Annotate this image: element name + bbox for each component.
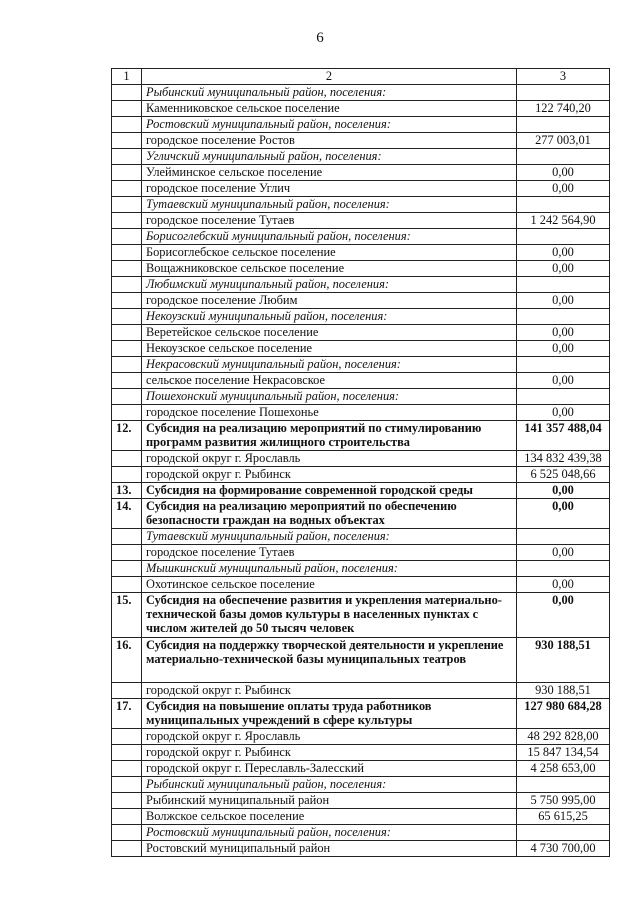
row-number [112,777,142,793]
row-number: 16. [112,638,142,683]
row-amount: 48 292 828,00 [517,729,610,745]
row-name: городское поселение Тутаев [142,545,517,561]
table-row [112,729,610,745]
row-number [112,149,142,165]
row-amount [517,529,610,545]
row-name: городское поселение Углич [142,181,517,197]
row-amount: 141 357 488,04 [517,421,610,451]
row-number [112,577,142,593]
row-name: Мышкинский муниципальный район, поселения: [142,561,517,577]
district-row [112,149,610,165]
row-amount: 0,00 [517,499,610,529]
row-amount [517,229,610,245]
row-name: Субсидия на обеспечение развития и укрепления материально-технической базы домов культуры в населенных пунктах с числом жителей до 50 тысяч человек [142,593,517,638]
row-number [112,245,142,261]
row-name: Субсидия на реализацию мероприятий по стимулированию программ развития жилищного строительства [142,421,517,451]
row-amount: 122 740,20 [517,101,610,117]
row-amount [517,389,610,405]
table-row [112,451,610,467]
row-amount [517,357,610,373]
table-header-row [112,69,610,85]
row-amount: 0,00 [517,261,610,277]
row-amount: 0,00 [517,483,610,499]
district-row [112,777,610,793]
row-number: 17. [112,699,142,729]
row-name: Некоузское сельское поселение [142,341,517,357]
row-number [112,451,142,467]
row-amount: 65 615,25 [517,809,610,825]
row-name: городской округ г. Рыбинск [142,745,517,761]
subsidy-row [112,699,610,729]
subsidy-row [112,638,610,683]
table-row [112,245,610,261]
row-name: Угличский муниципальный район, поселения: [142,149,517,165]
row-amount: 4 730 700,00 [517,841,610,857]
row-number [112,761,142,777]
row-name: городской округ г. Рыбинск [142,467,517,483]
row-name: Рыбинский муниципальный район, поселения: [142,777,517,793]
row-number [112,181,142,197]
row-name: городское поселение Тутаев [142,213,517,229]
table-row [112,341,610,357]
row-number [112,389,142,405]
row-number [112,197,142,213]
row-name: городское поселение Ростов [142,133,517,149]
district-row [112,357,610,373]
district-row [112,309,610,325]
row-number [112,683,142,699]
row-amount: 0,00 [517,405,610,421]
table-row [112,545,610,561]
row-number [112,309,142,325]
row-name: Веретейское сельское поселение [142,325,517,341]
row-amount: 0,00 [517,245,610,261]
district-row [112,117,610,133]
district-row [112,825,610,841]
row-amount: 0,00 [517,577,610,593]
row-number [112,729,142,745]
header-col-2: 2 [142,69,517,85]
row-number [112,793,142,809]
row-name: Рыбинский муниципальный район [142,793,517,809]
row-name: Улейминское сельское поселение [142,165,517,181]
row-amount: 127 980 684,28 [517,699,610,729]
row-name: Рыбинский муниципальный район, поселения: [142,85,517,101]
table-row [112,577,610,593]
district-row [112,389,610,405]
table-row [112,181,610,197]
row-amount: 930 188,51 [517,638,610,683]
table-row [112,467,610,483]
row-name: городской округ г. Ярославль [142,451,517,467]
row-amount: 134 832 439,38 [517,451,610,467]
row-amount [517,277,610,293]
row-amount [517,777,610,793]
row-number: 15. [112,593,142,638]
subsidy-row [112,421,610,451]
table-row [112,405,610,421]
row-amount: 0,00 [517,165,610,181]
header-col-3: 3 [517,69,610,85]
row-number [112,277,142,293]
row-name: Пошехонский муниципальный район, поселения: [142,389,517,405]
row-name: сельское поселение Некрасовское [142,373,517,389]
row-name: Субсидия на повышение оплаты труда работников муниципальных учреждений в сфере культуры [142,699,517,729]
page-number: 6 [316,30,324,46]
table-row [112,373,610,389]
row-number [112,229,142,245]
row-name: Любимский муниципальный район, поселения: [142,277,517,293]
row-amount [517,85,610,101]
row-number [112,293,142,309]
row-amount: 0,00 [517,181,610,197]
table-row [112,325,610,341]
row-number [112,325,142,341]
table-row [112,841,610,857]
row-name: Борисоглебское сельское поселение [142,245,517,261]
subsidy-row [112,593,610,638]
district-row [112,85,610,101]
row-number [112,529,142,545]
row-number [112,341,142,357]
row-amount [517,825,610,841]
row-amount: 6 525 048,66 [517,467,610,483]
row-number [112,841,142,857]
row-number [112,745,142,761]
table-row [112,133,610,149]
row-amount: 4 258 653,00 [517,761,610,777]
row-number [112,405,142,421]
row-number [112,117,142,133]
row-name: Ростовский муниципальный район, поселения: [142,117,517,133]
table-row [112,261,610,277]
row-amount [517,561,610,577]
row-number: 14. [112,499,142,529]
row-name: Субсидия на поддержку творческой деятельности и укрепление материально-технической базы муниципальных театров [142,638,517,683]
row-number [112,373,142,389]
row-name: Субсидия на формирование современной городской среды [142,483,517,499]
row-number [112,213,142,229]
row-number [112,545,142,561]
row-number [112,165,142,181]
row-number: 12. [112,421,142,451]
row-name: Ростовский муниципальный район [142,841,517,857]
row-amount: 930 188,51 [517,683,610,699]
row-amount: 0,00 [517,325,610,341]
table-row [112,683,610,699]
table-row [112,101,610,117]
row-amount: 5 750 995,00 [517,793,610,809]
row-name: Волжское сельское поселение [142,809,517,825]
subsidy-table [111,68,610,857]
row-number [112,825,142,841]
table-row [112,293,610,309]
row-name: Охотинское сельское поселение [142,577,517,593]
row-name: городское поселение Любим [142,293,517,309]
row-name: Борисоглебский муниципальный район, поселения: [142,229,517,245]
row-number [112,809,142,825]
row-name: Каменниковское сельское поселение [142,101,517,117]
table-row [112,793,610,809]
row-amount [517,309,610,325]
table-row [112,213,610,229]
subsidy-row [112,483,610,499]
district-row [112,561,610,577]
row-amount [517,117,610,133]
row-name: Некрасовский муниципальный район, поселения: [142,357,517,373]
table-row [112,165,610,181]
row-name: городское поселение Пошехонье [142,405,517,421]
row-name: Некоузский муниципальный район, поселения: [142,309,517,325]
row-name: городской округ г. Ярославль [142,729,517,745]
district-row [112,277,610,293]
row-amount: 0,00 [517,293,610,309]
header-col-1: 1 [112,69,142,85]
row-name: Субсидия на реализацию мероприятий по обеспечению безопасности граждан на водных объектах [142,499,517,529]
table-row [112,761,610,777]
row-amount: 0,00 [517,545,610,561]
row-number [112,101,142,117]
row-number [112,133,142,149]
row-number [112,561,142,577]
row-amount [517,197,610,213]
district-row [112,197,610,213]
row-name: Тутаевский муниципальный район, поселения: [142,529,517,545]
row-number [112,467,142,483]
row-name: городской округ г. Рыбинск [142,683,517,699]
row-number: 13. [112,483,142,499]
table-row [112,809,610,825]
row-name: городской округ г. Переславль-Залесский [142,761,517,777]
row-amount: 0,00 [517,373,610,389]
table-row [112,745,610,761]
row-number [112,85,142,101]
row-amount [517,149,610,165]
row-amount: 0,00 [517,341,610,357]
subsidy-row [112,499,610,529]
row-amount: 0,00 [517,593,610,638]
row-number [112,261,142,277]
row-amount: 277 003,01 [517,133,610,149]
row-number [112,357,142,373]
row-amount: 15 847 134,54 [517,745,610,761]
district-row [112,229,610,245]
row-name: Тутаевский муниципальный район, поселения: [142,197,517,213]
district-row [112,529,610,545]
row-name: Вощажниковское сельское поселение [142,261,517,277]
row-amount: 1 242 564,90 [517,213,610,229]
row-name: Ростовский муниципальный район, поселения: [142,825,517,841]
